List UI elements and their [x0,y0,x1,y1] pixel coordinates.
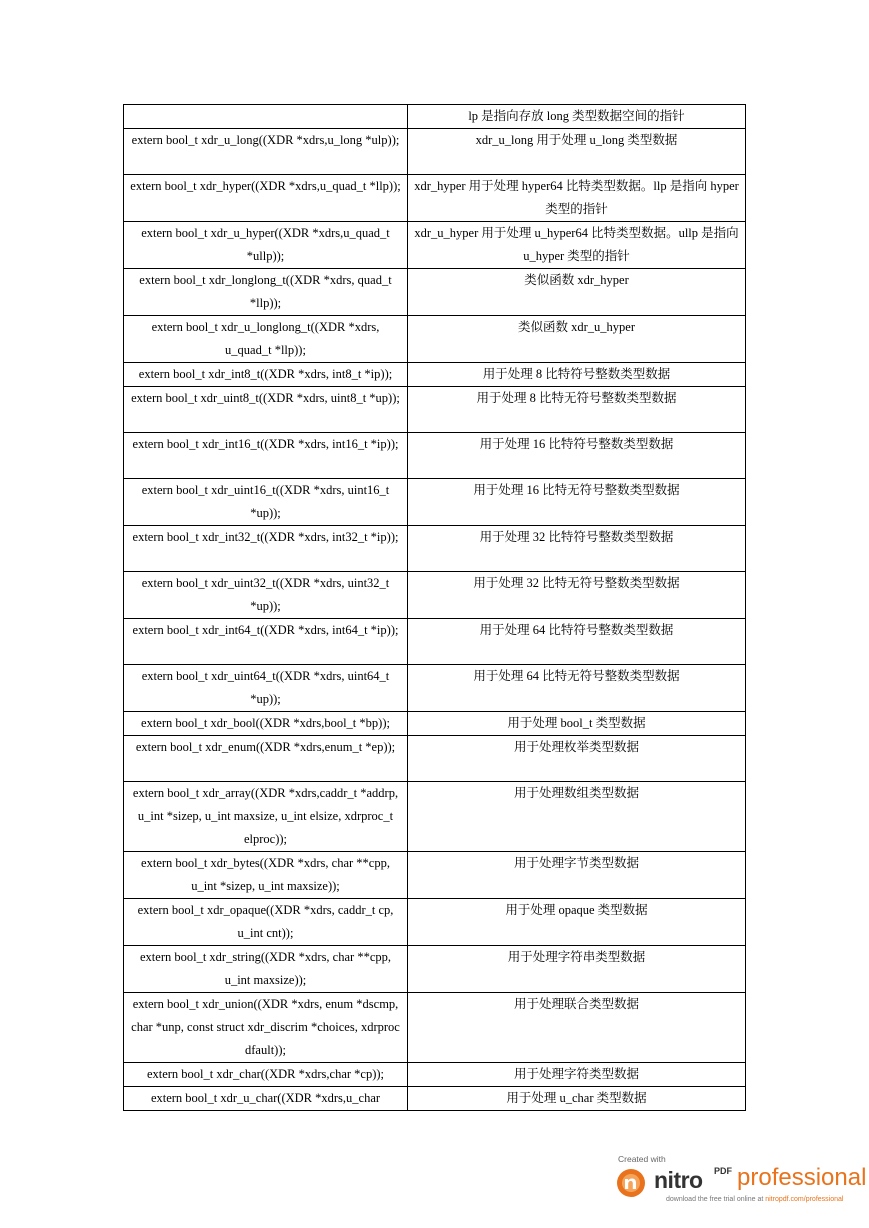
function-description-cell: 用于处理 64 比特无符号整数类型数据 [408,665,746,712]
function-signature-cell: extern bool_t xdr_enum((XDR *xdrs,enum_t *ep)); [124,736,408,782]
nitro-brand-text: nitro [654,1167,703,1193]
table-row [124,479,746,526]
table-row [124,782,746,852]
function-description-cell: 类似函数 xdr_u_hyper [408,316,746,363]
function-description-cell: xdr_u_long 用于处理 u_long 类型数据 [408,129,746,175]
professional-product-text: professional [737,1164,867,1191]
download-trial-url: nitropdf.com/professional [765,1196,844,1203]
function-signature-cell: extern bool_t xdr_int64_t((XDR *xdrs, int64_t *ip)); [124,619,408,665]
function-description-cell: 用于处理字符类型数据 [408,1063,746,1087]
download-trial-label: download the free trial online at [666,1196,766,1203]
function-description-cell: 用于处理 opaque 类型数据 [408,899,746,946]
table-row [124,433,746,479]
function-description-cell: 用于处理 bool_t 类型数据 [408,712,746,736]
function-signature-cell: extern bool_t xdr_union((XDR *xdrs, enum *dscmp, char *unp, const struct xdr_discrim *choices, xdrproc dfault)); [124,993,408,1063]
function-signature-cell: extern bool_t xdr_uint8_t((XDR *xdrs, uint8_t *up)); [124,387,408,433]
table-row [124,572,746,619]
function-description-cell: 用于处理字节类型数据 [408,852,746,899]
function-description-cell: xdr_hyper 用于处理 hyper64 比特类型数据。llp 是指向 hyper 类型的指针 [408,175,746,222]
function-description-cell: 用于处理枚举类型数据 [408,736,746,782]
function-signature-cell: extern bool_t xdr_int32_t((XDR *xdrs, int32_t *ip)); [124,526,408,572]
table-row [124,387,746,433]
table-row [124,316,746,363]
function-signature-cell: extern bool_t xdr_opaque((XDR *xdrs, caddr_t cp, u_int cnt)); [124,899,408,946]
function-signature-cell: extern bool_t xdr_u_hyper((XDR *xdrs,u_quad_t *ullp)); [124,222,408,269]
table-row [124,222,746,269]
function-signature-cell: extern bool_t xdr_bytes((XDR *xdrs, char **cpp, u_int *sizep, u_int maxsize)); [124,852,408,899]
function-signature-cell: extern bool_t xdr_array((XDR *xdrs,caddr_t *addrp, u_int *sizep, u_int maxsize, u_int elsize, xdrproc_t elproc)); [124,782,408,852]
function-description-cell: 用于处理数组类型数据 [408,782,746,852]
table-row [124,993,746,1063]
function-description-cell: 用于处理 16 比特符号整数类型数据 [408,433,746,479]
table-row [124,619,746,665]
table-row [124,1063,746,1087]
api-function-table [123,104,746,1111]
function-signature-cell: extern bool_t xdr_int8_t((XDR *xdrs, int8_t *ip)); [124,363,408,387]
function-description-cell: 用于处理 8 比特符号整数类型数据 [408,363,746,387]
function-signature-cell: extern bool_t xdr_u_long((XDR *xdrs,u_long *ulp)); [124,129,408,175]
function-description-cell: 用于处理 16 比特无符号整数类型数据 [408,479,746,526]
function-description-cell: 用于处理字符串类型数据 [408,946,746,993]
table-row [124,736,746,782]
function-signature-cell: extern bool_t xdr_u_longlong_t((XDR *xdrs, u_quad_t *llp)); [124,316,408,363]
function-description-cell: 用于处理 64 比特符号整数类型数据 [408,619,746,665]
function-description-cell: 用于处理 32 比特符号整数类型数据 [408,526,746,572]
function-description-cell: 用于处理联合类型数据 [408,993,746,1063]
table-row [124,665,746,712]
nitro-pdf-watermark [616,1150,866,1212]
function-signature-cell: extern bool_t xdr_longlong_t((XDR *xdrs, quad_t *llp)); [124,269,408,316]
function-signature-cell: extern bool_t xdr_uint32_t((XDR *xdrs, uint32_t *up)); [124,572,408,619]
table-row [124,129,746,175]
table-row [124,946,746,993]
function-signature-cell: extern bool_t xdr_bool((XDR *xdrs,bool_t *bp)); [124,712,408,736]
function-description-cell: 用于处理 32 比特无符号整数类型数据 [408,572,746,619]
function-description-cell: 类似函数 xdr_hyper [408,269,746,316]
nitro-logo-icon [616,1168,646,1198]
function-signature-cell: extern bool_t xdr_int16_t((XDR *xdrs, int16_t *ip)); [124,433,408,479]
download-trial-text [666,1196,843,1203]
table-row [124,175,746,222]
function-signature-cell: extern bool_t xdr_u_char((XDR *xdrs,u_char [124,1087,408,1111]
created-with-label: Created with [618,1154,666,1164]
function-signature-cell [124,105,408,129]
function-signature-cell: extern bool_t xdr_hyper((XDR *xdrs,u_quad_t *llp)); [124,175,408,222]
table-row [124,1087,746,1111]
table-row [124,852,746,899]
table-row [124,526,746,572]
table-row [124,899,746,946]
function-description-cell: lp 是指向存放 long 类型数据空间的指针 [408,105,746,129]
function-signature-cell: extern bool_t xdr_string((XDR *xdrs, char **cpp, u_int maxsize)); [124,946,408,993]
pdf-superscript: PDF [714,1166,732,1176]
function-description-cell: 用于处理 u_char 类型数据 [408,1087,746,1111]
table-row [124,712,746,736]
table-row [124,363,746,387]
table-row [124,269,746,316]
table-row [124,105,746,129]
function-signature-cell: extern bool_t xdr_char((XDR *xdrs,char *cp)); [124,1063,408,1087]
function-description-cell: xdr_u_hyper 用于处理 u_hyper64 比特类型数据。ullp 是指向 u_hyper 类型的指针 [408,222,746,269]
function-description-cell: 用于处理 8 比特无符号整数类型数据 [408,387,746,433]
function-signature-cell: extern bool_t xdr_uint64_t((XDR *xdrs, uint64_t *up)); [124,665,408,712]
function-signature-cell: extern bool_t xdr_uint16_t((XDR *xdrs, uint16_t *up)); [124,479,408,526]
